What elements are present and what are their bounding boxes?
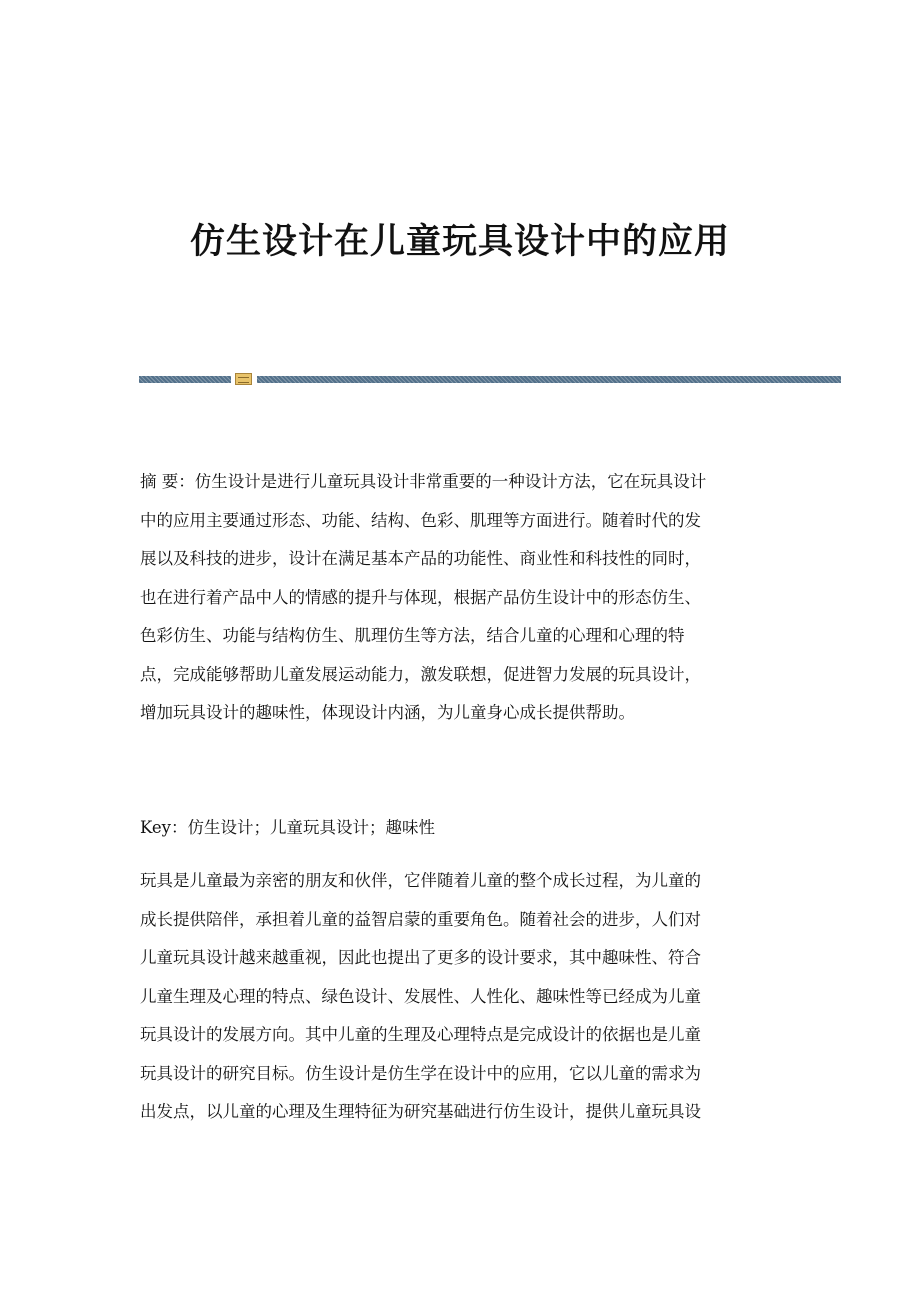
intro-line: 玩具是儿童最为亲密的朋友和伙伴，它伴随着儿童的整个成长过程，为儿童的: [140, 871, 701, 890]
abstract-line: 中的应用主要通过形态、功能、结构、色彩、肌理等方面进行。随着时代的发: [140, 510, 701, 530]
intro-line: 儿童生理及心理的特点、绿色设计、发展性、人性化、趣味性等已经成为儿童: [140, 986, 701, 1006]
document-title: 仿生设计在儿童玩具设计中的应用: [189, 221, 730, 262]
abstract-line: 增加玩具设计的趣味性，体现设计内涵，为儿童身心成长提供帮助。: [140, 703, 635, 722]
intro-line: 成长提供陪伴，承担着儿童的益智启蒙的重要角色。随着社会的进步，人们对: [140, 909, 701, 929]
divider-bar-right: [257, 376, 841, 383]
intro-line: 出发点，以儿童的心理及生理特征为研究基础进行仿生设计，提供儿童玩具设: [140, 1102, 701, 1121]
abstract-line: 点，完成能够帮助儿童发展运动能力，激发联想，促进智力发展的玩具设计，: [140, 664, 701, 684]
abstract-line: 摘 要：仿生设计是进行儿童玩具设计非常重要的一种设计方法，它在玩具设计: [140, 472, 707, 491]
intro-paragraph: [140, 862, 780, 1132]
intro-line: 玩具设计的发展方向。其中儿童的生理及心理特点是完成设计的依据也是儿童: [140, 1025, 701, 1044]
abstract-line: 也在进行着产品中人的情感的提升与体现，根据产品仿生设计中的形态仿生、: [140, 587, 701, 607]
divider-bar-left: [139, 376, 231, 383]
abstract-line: 展以及科技的进步，设计在满足基本产品的功能性、商业性和科技性的同时，: [140, 549, 701, 568]
abstract-line: 色彩仿生、功能与结构仿生、肌理仿生等方法，结合儿童的心理和心理的特: [140, 626, 685, 645]
divider-ornament-icon: [235, 373, 252, 385]
intro-line: 儿童玩具设计越来越重视，因此也提出了更多的设计要求，其中趣味性、符合: [140, 948, 701, 967]
keywords-line: Key：仿生设计；儿童玩具设计；趣味性: [140, 818, 435, 837]
title-divider: [139, 373, 841, 385]
intro-line: 玩具设计的研究目标。仿生设计是仿生学在设计中的应用，它以儿童的需求为: [140, 1063, 701, 1083]
abstract-paragraph: [140, 463, 780, 733]
